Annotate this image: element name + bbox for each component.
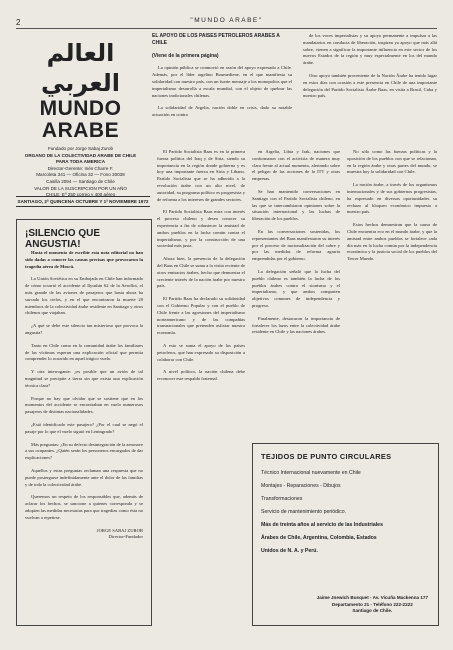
- article-subheading: (Viene de la primera página): [152, 52, 219, 59]
- ad-line: Transformaciones: [261, 496, 303, 502]
- article-baas-col1: [157, 149, 245, 389]
- ad-contact-line: Santiago de Chile.: [352, 608, 393, 614]
- article-paragraph: El Partido Baas ha declarado su solidaridad con el Gobierno Popular y con el pueblo de Chile frente a las agresiones del imperialismo norteamericano y de las compañías transnacionales que pretenden asfixiar nuestra economía.: [157, 296, 245, 336]
- ad-line: Unidos de N. A. y Perú.: [261, 548, 318, 554]
- ad-title: TEJIDOS DE PUNTO CIRCULARES: [261, 452, 392, 461]
- ad-contact: [317, 595, 428, 615]
- ad-line: Más de treinta años al servicio de las Industriales: [261, 522, 383, 528]
- article-paragraph: En las conversaciones sostenidas, los representantes del Baas manifestaron su interés por el proceso de nacionalización del cobre y por las medidas de reforma agraria emprendidas por el gobierno.: [252, 228, 340, 262]
- article-paragraph: La delegación señaló que la lucha del pueblo chileno es también la lucha de los pueblos árabes contra el sionismo y el imperialismo, y que ambos comparten objetivos comunes de independencia y progreso.: [252, 268, 340, 308]
- editorial-paragraph: ¿Está identificado este pasajero? ¿Por el cual se negó el pasaje por lo que el vuelo siguió en Leningrado?: [25, 421, 143, 434]
- masthead-line: Fundado por Jorge Sabaj Zurob: [47, 146, 114, 151]
- article-paragraph: Finalmente, destacaron la importancia de fortalecer los lazos entre la colectividad árabe residente en Chile y las naciones árabes.: [252, 315, 340, 335]
- masthead-title: MUNDO ARABE: [39, 97, 122, 142]
- article-paragraph: A esto se suma el apoyo de los países petroleros, que han expresado su disposición a colaborar con Chile.: [157, 342, 245, 362]
- article-paragraph: de los voces imperialistas y su apoyo permanente a impulsar a las mandatarios en conducta de liberación, inspiran ya apoyo que más allá sobre, vienen a significar la importante influencia en este sector de los nuevos Estados de la región y muy especialmente en los del mundo árabe.: [303, 33, 437, 66]
- editorial-paragraph: La Unión Soviética en su Embajada en Chile han informado de cómo ocurrió el accidente al Ilyushin 62 de la Aeroflot, el más grande de las aviones de pasajeros que hasta ahora ha surcado los cielos, y en el que encontraron la muerte 20 miembros de la colectividad árabe residente en Santiago y otros chilenos que viajaban.: [25, 276, 143, 316]
- masthead-line: Casilla 2094 — Santiago de Chile: [46, 178, 115, 184]
- editorial-paragraph: ¿A qué se debe este silencio tan misterioso que provoca la angustia?: [25, 323, 143, 335]
- article-paragraph: Estos hechos demuestran que la causa de Chile encuentra eco en el mundo árabe, y que la amistad entre ambos pueblos se fortalece cada día más en la lucha común por la independencia económica y la justicia social de los pueblos del Tercer Mundo.: [347, 222, 437, 262]
- article-paragraph: Otro apoyo también proveniente de la Nación Árabe ha tenido lugar en estos días con ocasión a este presencia en Chile de una importante delegación del Partido Socialista Árabe Baas, en visita a Brasil, Cuba y nuestro país.: [303, 72, 437, 99]
- editorial-title: ¡SILENCIO QUE ANGUSTIA!: [25, 228, 101, 250]
- article-paragraph: No sólo como las fuerzas políticas y la oposición de los pueblos con que se relacionan, en la región árabe y otras partes del mundo, se muestra hoy la solidaridad con Chile.: [347, 149, 437, 175]
- ad-line: Técnico Internacional nuevamente en Chile: [261, 470, 361, 476]
- article-petroleros: [152, 33, 292, 125]
- masthead: [18, 38, 143, 199]
- article-baas-col2: [252, 149, 340, 342]
- editorial-paragraph: Tanto en Chile como en la comunidad árabe los familiares de las víctimas esperan una explicación oficial que permita comprender lo ocurrido en aquel trágico vuelo.: [25, 342, 143, 362]
- article-paragraph: La nación árabe, a través de los organismos internacionales y de sus gobiernos progresistas, ha expresado en diversas oportunidades su rechazo al bloqueo económico impuesto a nuestro país.: [347, 182, 437, 215]
- masthead-line: CHILE: Eº 250 correo y 400 aéreo: [45, 192, 116, 198]
- arabic-title-logo: العالم العربي: [40, 39, 120, 97]
- article-paragraph: La solidaridad de Argelia, nación doble en crisis, dado su notable actuación en contra: [152, 105, 292, 118]
- editorial-paragraph: Y otra interrogante: ¿es posible que un avión de tal magnitud se precipite a tierra sin que exista una explicación técnica clara?: [25, 369, 143, 388]
- article-paragraph: El Partido Socialista Baas es en la primera fuerza política del Iraq y de Siria, siendo su importancia en la región donde gobierna y es hoy una importante fuerza en Siria y Líbano. Partido Socialista que se ha adherido a la revolución árabe con un alto nivel, de autoridad, su programa político es progresista y de reforma a los intereses de grandes sectores.: [157, 149, 245, 202]
- editorial-signature: JORGE SABAJ ZUROB: [96, 527, 143, 533]
- masthead-line: Marcoleta 341 — Oficina 32 — Fono 30038: [36, 172, 125, 178]
- editorial-box: [16, 219, 152, 626]
- article-baas-col3: [347, 149, 437, 269]
- masthead-line: ORGANO DE LA COLECTIVIDAD ARABE DE CHILE: [24, 152, 137, 158]
- editorial-paragraph: Más preguntas: ¿En su defecto desintegración de la aeronave a sus ocupantes, ¿Quién serán los personeros encargados de dar explicaciones?: [25, 441, 143, 461]
- article-petroleros-cont: [303, 33, 437, 106]
- editorial-paragraph: Aquellos y estas preguntas reclaman una respuesta que no puede postergarse indefinidamente ante el dolor de las familias y de toda la colectividad árabe.: [25, 467, 143, 487]
- ad-box-tejidos: [252, 443, 439, 626]
- ad-body: [253, 469, 438, 556]
- masthead-info: [18, 146, 143, 199]
- ad-line: Montajes - Reparaciones - Dibujos: [261, 483, 341, 489]
- masthead-line: VALOR DE LA SUSCRIPCION POR UN AÑO: [34, 185, 127, 191]
- article-paragraph: Ahora bien, la presencia de la delegación del Baas en Chile se suma a la visita reciente de otros emisarios árabes, hecho que demuestra el creciente interés de la nación árabe por nuestro país.: [157, 256, 246, 289]
- editorial-body: [25, 250, 143, 541]
- ad-line: Servicio de mantenimiento periódico.: [261, 509, 347, 515]
- editorial-signature-role: Director-Fundador: [108, 534, 143, 540]
- running-title: "MUNDO ARABE": [190, 17, 263, 24]
- article-paragraph: A nivel político, la nación chilena debe reconocer este respaldo fraternal.: [157, 369, 245, 382]
- editorial-lead: Hasta el momento de escribir esta nota editorial no han sido dadas a conocer las causas precisas que provocaron la tragedia aérea de Moscú.: [25, 250, 143, 269]
- article-paragraph: en Argelia, Libia y Irak, naciones que conformaron con el activista de manera muy clara frente al actual momento, alertando sobre el peligro de las acciones de la ITT y otras empresas.: [252, 149, 340, 182]
- page-number: 2: [16, 18, 21, 27]
- article-paragraph: Se han mantenido conversaciones en Santiago con el Partido Socialista chileno, en las que se intercambiaron opiniones sobre la situación internacional y las luchas de liberación de los pueblos.: [252, 188, 340, 222]
- ad-contact-line: Departamento 21 - Teléfono 222-2222: [331, 601, 413, 607]
- masthead-line: PARA TODA AMERICA: [55, 159, 106, 165]
- masthead-line: Director-Gerente: Inés Charre F.: [47, 165, 114, 171]
- header-rule: [16, 28, 437, 29]
- article-paragraph: El Partido Socialista Baas mira con interés el proceso chileno y desea conocer su experiencia a fin de robustecer la amistad de ambos pueblos en la lucha común contra el imperialismo, y por la construcción de una sociedad más justa.: [157, 209, 245, 249]
- editorial-paragraph: Porque no hay que olvidar que se sostiene que en los momentos del accidente se encontraban en vuelo numerosos pasajeros de distintas nacionalidades.: [25, 395, 143, 415]
- dateline: SANTIAGO, 2ª QUINCENA OCTUBRE Y 1ª NOVIEMBRE 1972: [16, 196, 150, 207]
- ad-contact-line: Jaime Jnewich Busquet - Av. Vicuña Mackenna 177: [316, 595, 428, 601]
- article-heading: EL APOYO DE LOS PAISES PETROLEROS ARABES A CHILE: [152, 33, 280, 46]
- editorial-paragraph: Queremos un respeto de los responsables que, además de aclarar los hechos, se sancione a quienes corresponda y se adopten las medidas necesarias para que tragedias como ésta no vuelvan a repetirse.: [25, 494, 143, 520]
- article-paragraph: La opinión pública se conmovió en razón del apoyo expresado a Chile. Además, por el líder argelino Boumediene, en el que manifiesta su solidaridad con nuestro país, con un fuerte mensaje a los monopolios que el imperialismo desarrolla a escala mundial, con el objeto de quebrar las naciones tradicionales chilenas.: [152, 65, 292, 98]
- ad-line: Árabes de Chile, Argentina, Colombia, Estados: [261, 535, 377, 541]
